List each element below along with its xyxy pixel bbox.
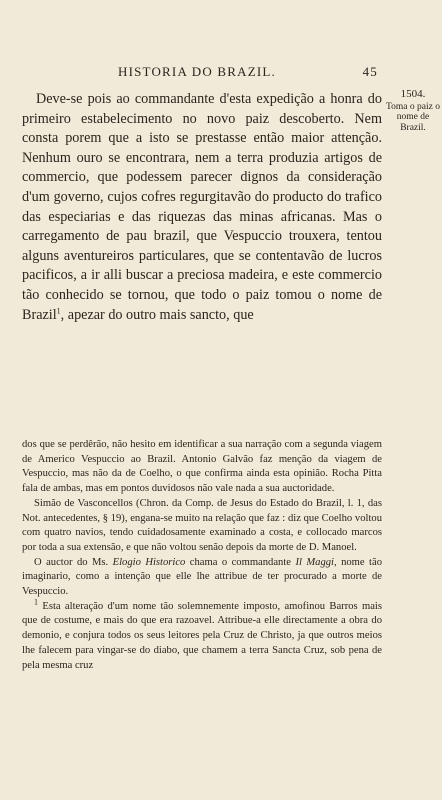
page-number: 45 [362,64,378,79]
margin-text: Toma o paiz o nome de Brazil. [386,101,440,133]
footnote-reference[interactable]: 1 [56,305,61,315]
paragraph-text: Deve-se pois ao commandante d'esta expedição a honra do primeiro estabelecimento no novo paiz descoberto. Nem consta porem que a isto se prestasse então maior attenção. Nenhum ouro se encontrara, nem a terra produzia artigos de commercio, que podessem parecer dignos da consideração d'um governo, cujos cofres regurgitavão do producto do trafico das especiarias e das riquezas das minas africanas. Mas o carregamento de pau brazil, que Vespuccio trouxera, tentou alguns aventureiros particulares, que se contentavão de lucros pacificos, a ir alli buscar a preciosa madeira, e este commercio tão conhecido se tornou, que todo o paiz tomou o nome de Brazil [22,91,382,323]
footnote-continued: dos que se perdêrão, não hesito em identificar a sua narração com a segunda viagem de Americo Vespuccio ao Brazil. Antonio Galvão faz menção da viagem de Vespuccio, mas não da de Coelho, o que confirma ainda esta opinião. Rocha Pitta fala de ambas, mas em pontos duvidosos não vale nada a sua auctoridade. [22,439,382,495]
auctor-name: Il Maggi [295,556,334,568]
margin-note [386,89,440,133]
main-paragraph [22,90,382,325]
footnote-1-marker: 1 [34,597,38,607]
footnote-auctor [22,556,382,600]
auctor-text-c: , nome tão imaginario, como a intenção que elle lhe attribue de ter procurado a morte de Vespuccio. [22,556,382,598]
footnotes [22,438,382,673]
paragraph-continuation: , apezar do outro mais sancto, que [60,306,254,323]
auctor-work-title: Elogio Historico [112,556,186,568]
auctor-text-b: chama o commandante [185,556,296,568]
footnote-1 [22,597,382,674]
footnote-simao: Simão de Vasconcellos (Chron. da Comp. de Jesus do Estado do Brazil, l. 1, das Not. antecedentes, § 19), engana-se muito na relação que faz : diz que Coelho voltou com quatro navios, tendo cuidadosamente examinado a costa, e collocado marcos por toda a sua extensão, e que não voltou senão depois da morte de D. Manoel. [22,497,382,553]
auctor-text-a: O auctor do Ms. [34,556,113,568]
running-title: HISTORIA DO BRAZIL. [118,64,276,79]
margin-year: 1504. [400,88,426,100]
footnote-1-text: Esta alteração d'um nome tão solemnemente imposto, amofinou Barros mais que de costume, e mais do que era razoavel. Attribue-a elle directamente a obra do demonio, e conjura todos os seus leitores pela Cruz de Christo, ja que outros meios lhe falecem para vingar-se do diabo, que chamem a terra Sancta Cruz, sob pena de pela mesma cruz [22,600,382,671]
